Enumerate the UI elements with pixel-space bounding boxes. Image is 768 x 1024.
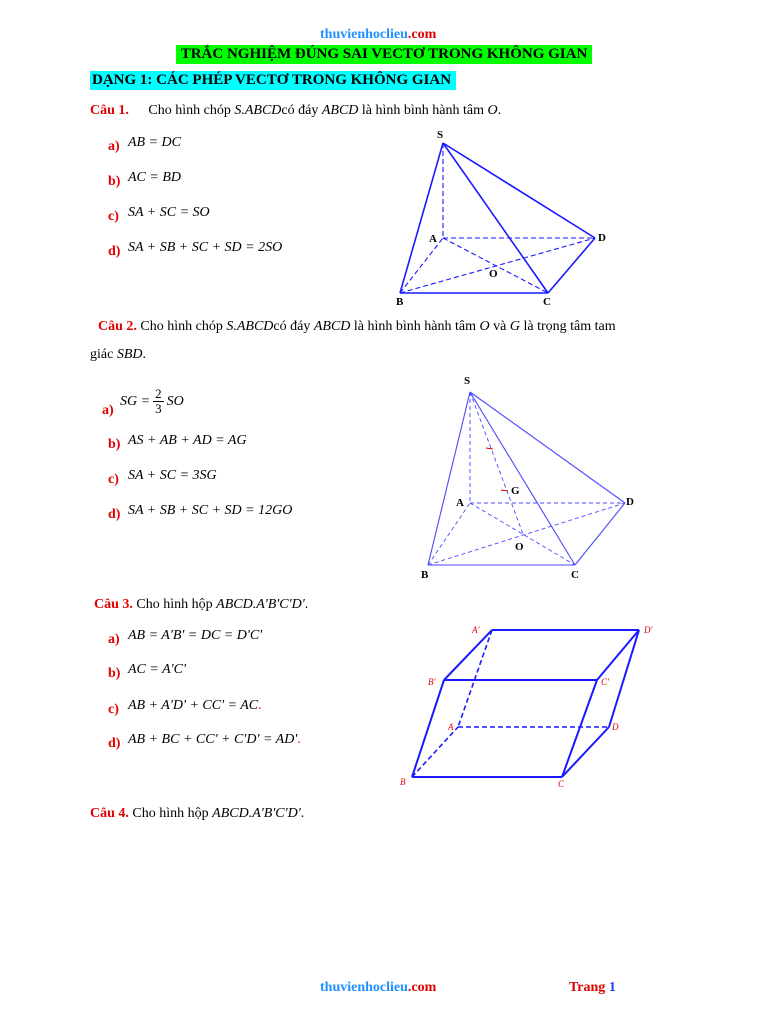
question-3-label: Câu 3.	[94, 597, 133, 612]
q1-math-3: O	[487, 103, 498, 118]
q2-option-a-left: SG =	[120, 393, 151, 409]
q1-option-b-expr: AC = BD	[128, 170, 181, 185]
page-title: TRẮC NGHIỆM ĐÚNG SAI VECTƠ TRONG KHÔNG GIAN	[176, 45, 592, 64]
q3-option-b-expr: AC = A'C'	[128, 662, 186, 677]
vertex-d-label-2: D	[626, 496, 634, 508]
site-header[interactable]	[320, 27, 436, 43]
q1-text-3: là hình bình hành tâm	[361, 103, 485, 118]
q1-option-c-label: c)	[108, 209, 119, 224]
q2-option-d-label: d)	[108, 507, 121, 522]
q4-text-2: .	[300, 806, 305, 821]
section-heading: DẠNG 1: CÁC PHÉP VECTƠ TRONG KHÔNG GIAN	[90, 71, 456, 90]
vertex-g-label-2: G	[511, 485, 520, 497]
q3-option-b-label: b)	[108, 666, 121, 681]
page-number	[569, 980, 616, 996]
vertex-c-label: C	[543, 296, 551, 308]
q2-option-c-expr: SA + SC = 3SG	[128, 468, 217, 483]
q1-text-2: có đáy	[281, 103, 319, 118]
footer-site[interactable]	[320, 980, 436, 996]
vertex-b1-label: B'	[428, 677, 436, 687]
q1-text-1: Cho hình chóp	[148, 103, 231, 118]
vertex-o-label-2: O	[515, 541, 524, 553]
q2-option-a-expr	[120, 387, 184, 416]
q2-math-2: ABCD	[313, 319, 351, 334]
q1-text-4: .	[497, 103, 502, 118]
q2-text-7: .	[142, 347, 146, 362]
q2-math-3: O	[479, 319, 490, 334]
q3-option-c-tail: .	[258, 698, 262, 713]
q2-math-1: S.ABCD	[226, 319, 274, 334]
q2-option-d-expr: SA + SB + SC + SD = 12GO	[128, 503, 293, 518]
question-3	[94, 597, 308, 613]
question-2	[98, 319, 616, 335]
q2-text-5: là trọng tâm tam	[523, 319, 616, 334]
q3-option-d-text: AB + BC + CC' + C'D' = AD'	[128, 732, 298, 747]
q1-option-d-expr: SA + SB + SC + SD = 2SO	[128, 240, 283, 255]
vertex-o-label: O	[489, 268, 498, 280]
vertex-b-label-3: B	[400, 777, 406, 787]
vertex-b-label-2: B	[421, 569, 429, 581]
site-domain: .com	[407, 27, 437, 42]
q2-text-4: và	[493, 319, 507, 334]
q4-math-1: ABCD.A'B'C'D'	[212, 806, 301, 821]
box-figure	[392, 615, 672, 795]
fraction-numerator: 2	[155, 386, 162, 401]
site-name: thuvienhoclieu	[320, 27, 408, 42]
q1-math-2: ABCD	[321, 103, 359, 118]
fraction	[153, 387, 164, 416]
q2-option-b-expr: AS + AB + AD = AG	[128, 433, 247, 448]
q3-option-a-label: a)	[108, 632, 120, 647]
fraction-denominator: 3	[155, 401, 162, 416]
q3-math-1: ABCD.A'B'C'D'	[216, 597, 305, 612]
q3-option-d-label: d)	[108, 736, 121, 751]
vertex-s-label-2: S	[464, 375, 471, 387]
vertex-d-label-3: D	[612, 722, 619, 732]
q2-option-c-label: c)	[108, 472, 119, 487]
question-4	[90, 806, 304, 822]
vertex-d1-label: D'	[644, 625, 653, 635]
question-2-label: Câu 2.	[98, 319, 137, 334]
footer-site-name: thuvienhoclieu	[320, 980, 408, 995]
page-num: 1	[608, 980, 616, 995]
pyramid-figure-2	[410, 370, 650, 585]
q3-text-2: .	[304, 597, 309, 612]
q2-math-5: SBD	[116, 347, 143, 362]
footer-site-domain: .com	[407, 980, 437, 995]
q2-math-4: G	[509, 319, 520, 334]
q3-option-d-expr	[128, 732, 301, 748]
q1-option-b-label: b)	[108, 174, 121, 189]
q1-option-d-label: d)	[108, 244, 121, 259]
q1-math-1: S.ABCD	[234, 103, 282, 118]
vertex-c-label-3: C	[558, 779, 565, 789]
q1-option-a-label: a)	[108, 139, 120, 154]
q3-option-c-label: c)	[108, 702, 119, 717]
q3-option-d-tail: .	[297, 732, 301, 747]
q2-option-b-label: b)	[108, 437, 121, 452]
question-2-line-2	[90, 347, 146, 363]
q3-option-c-expr	[128, 698, 262, 714]
pyramid-figure-1	[380, 125, 630, 310]
q3-option-c-text: AB + A'D' + CC' = AC	[128, 698, 259, 713]
q4-text-1: Cho hình hộp	[132, 806, 209, 821]
vertex-a-label-2: A	[456, 497, 464, 509]
vertex-a1-label: A'	[472, 625, 480, 635]
question-1-label: Câu 1.	[90, 103, 129, 118]
question-1	[90, 103, 501, 119]
vertex-c1-label: C'	[601, 677, 609, 687]
page-label: Trang	[569, 980, 606, 995]
q2-option-a-right: SO	[166, 393, 184, 409]
q2-text-2: có đáy	[273, 319, 311, 334]
vertex-c-label-2: C	[571, 569, 579, 581]
q2-text-3: là hình bình hành tâm	[353, 319, 477, 334]
q2-text-1: Cho hình chóp	[140, 319, 223, 334]
q2-text-6: giác	[90, 347, 114, 362]
vertex-a-label-3: A	[448, 722, 454, 732]
q1-option-c-expr: SA + SC = SO	[128, 205, 210, 220]
vertex-s-label: S	[437, 129, 444, 141]
q3-option-a-expr: AB = A'B' = DC = D'C'	[128, 628, 263, 643]
vertex-a-label: A	[429, 233, 437, 245]
q2-option-a-label: a)	[102, 403, 114, 418]
q3-text-1: Cho hình hộp	[136, 597, 213, 612]
vertex-d-label: D	[598, 232, 606, 244]
q1-option-a-expr: AB = DC	[128, 135, 181, 150]
vertex-b-label: B	[396, 296, 404, 308]
question-4-label: Câu 4.	[90, 806, 129, 821]
